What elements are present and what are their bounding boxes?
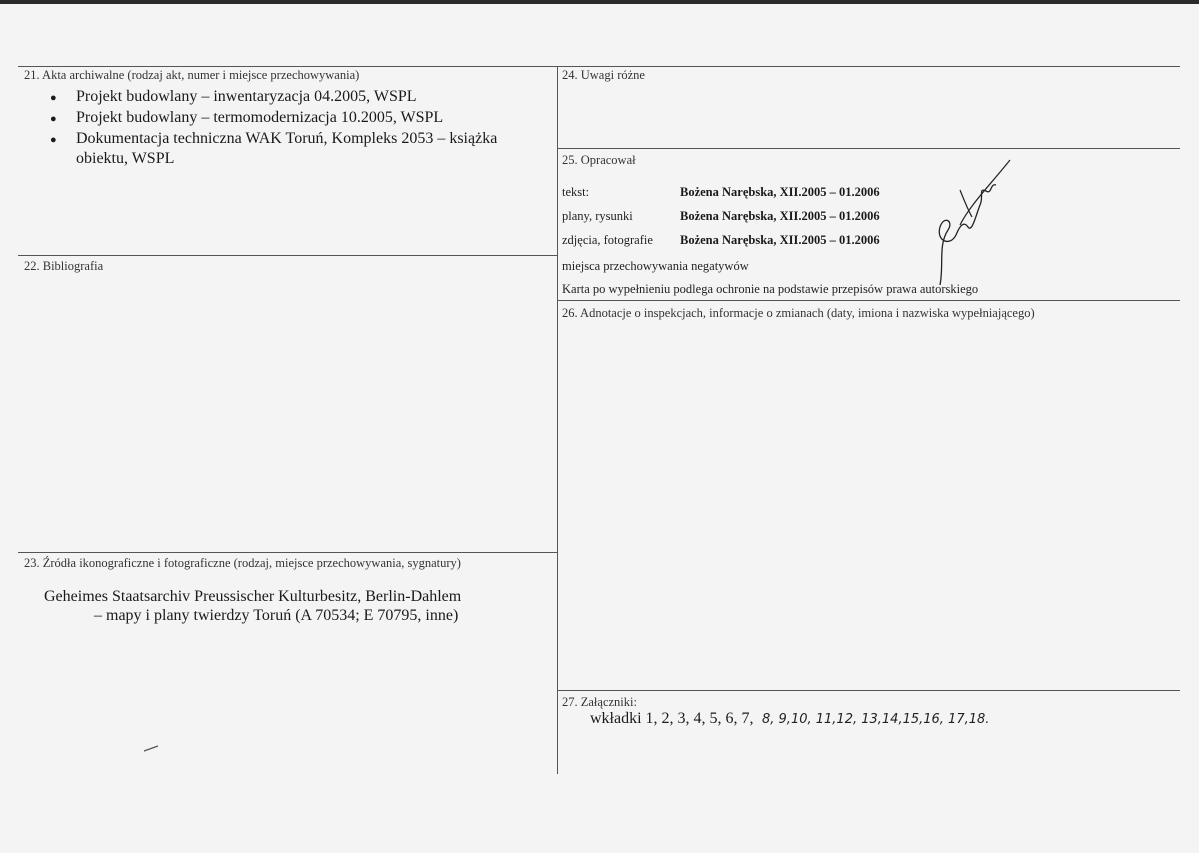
bullet: ● — [50, 134, 57, 146]
rule-26 — [557, 300, 1180, 301]
attachments-printed: wkładki 1, 2, 3, 4, 5, 6, 7, — [590, 710, 754, 727]
bullet: ● — [50, 92, 57, 104]
rule-22 — [18, 255, 557, 256]
row-value-plans: Bożena Narębska, XII.2005 – 01.2006 — [680, 209, 880, 223]
signature — [920, 155, 1020, 295]
row-key-plans: plany, rysunki — [562, 209, 633, 223]
section-24-label: 24. Uwagi różne — [562, 68, 645, 82]
copyright-note: Karta po wypełnieniu podlega ochronie na podstawie przepisów prawa autorskiego — [562, 282, 979, 296]
source-line-2: – mapy i plany twierdzy Toruń (A 70534; E 70795, inne) — [94, 607, 459, 624]
top-rule — [18, 66, 1180, 67]
list-item: Dokumentacja techniczna WAK Toruń, Kompleks 2053 – książka — [76, 130, 498, 147]
section-25-label: 25. Opracował — [562, 153, 636, 167]
stray-mark — [142, 742, 162, 754]
bullet: ● — [50, 113, 57, 125]
section-27-label: 27. Załączniki: — [562, 695, 637, 709]
section-21-label: 21. Akta archiwalne (rodzaj akt, numer i miejsce przechowywania) — [24, 68, 360, 82]
row-key-photos: zdjęcia, fotografie — [562, 233, 653, 247]
list-item: Projekt budowlany – inwentaryzacja 04.2005, WSPL — [76, 88, 417, 105]
rule-25 — [557, 148, 1180, 149]
rule-23 — [18, 552, 557, 553]
center-divider — [557, 66, 558, 774]
section-22-label: 22. Bibliografia — [24, 259, 104, 273]
attachments-handwritten: 8, 9,10, 11,12, 13,14,15,16, 17,18. — [762, 712, 990, 727]
section-26-label: 26. Adnotacje o inspekcjach, informacje o zmianach (daty, imiona i nazwiska wypełniającego) — [562, 306, 1035, 320]
row-key-text: tekst: — [562, 185, 590, 199]
section-23-label: 23. Źródła ikonograficzne i fotograficzne (rodzaj, miejsce przechowywania, sygnatury) — [24, 556, 461, 570]
source-line-1: Geheimes Staatsarchiv Preussischer Kulturbesitz, Berlin-Dahlem — [44, 588, 462, 605]
rule-27 — [557, 690, 1180, 691]
scan-top-edge — [0, 0, 1199, 4]
list-item-continuation: obiektu, WSPL — [76, 150, 175, 167]
row-value-photos: Bożena Narębska, XII.2005 – 01.2006 — [680, 233, 880, 247]
list-item: Projekt budowlany – termomodernizacja 10.2005, WSPL — [76, 109, 444, 126]
negatives-label: miejsca przechowywania negatywów — [562, 259, 749, 273]
row-value-text: Bożena Narębska, XII.2005 – 01.2006 — [680, 185, 880, 199]
